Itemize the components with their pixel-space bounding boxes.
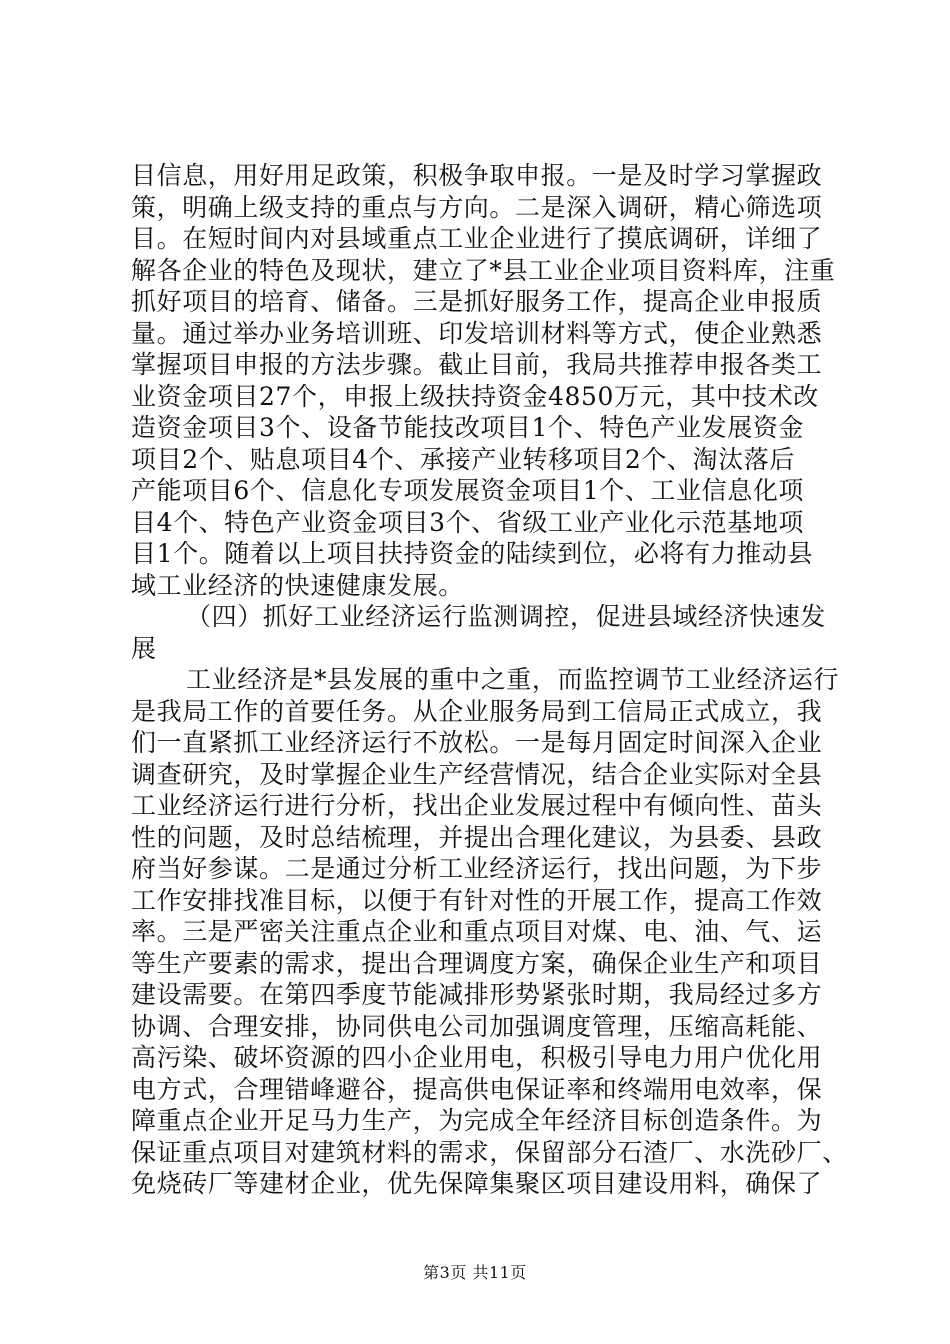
text-line: 保证重点项目对建筑材料的需求，保留部分石渣厂、水洗砂厂、 bbox=[131, 1137, 848, 1167]
text-line: 高污染、破坏资源的四小企业用电，积极引导电力用户优化用 bbox=[131, 1043, 823, 1072]
text-line: 电方式，合理错峰避谷，提高供电保证率和终端用电效率，保 bbox=[131, 1074, 823, 1104]
text-line: 工业经济是*县发展的重中之重，而监控调节工业经济运行 bbox=[186, 665, 840, 694]
text-line: 业资金项目27个，申报上级扶持资金4850万元，其中技术改 bbox=[131, 381, 819, 411]
text-line: 调查研究，及时掌握企业生产经营情况，结合企业实际对全县 bbox=[131, 759, 823, 789]
text-line: 抓好项目的培育、储备。三是抓好服务工作，提高企业申报质 bbox=[131, 287, 823, 316]
text-line: 解各企业的特色及现状，建立了*县工业企业项目资料库，注重 bbox=[131, 255, 836, 285]
text-line: 协调、合理安排，协同供电公司加强调度管理，压缩高耗能、 bbox=[131, 1011, 823, 1041]
text-line: 造资金项目3个、设备节能技改项目1个、特色产业发展资金 bbox=[131, 413, 805, 442]
text-line: 域工业经济的快速健康发展。 bbox=[131, 570, 464, 600]
text-line: 产能项目6个、信息化专项发展资金项目1个、工业信息化项 bbox=[131, 476, 805, 505]
text-line: 工作安排找准目标，以便于有针对性的开展工作，提高工作效 bbox=[131, 885, 823, 915]
text-line: 免烧砖厂等建材企业，优先保障集聚区项目建设用料，确保了 bbox=[131, 1169, 823, 1198]
text-line: 府当好参谋。二是通过分析工业经济运行，找出问题，为下步 bbox=[131, 854, 823, 883]
text-line: 项目2个、贴息项目4个、承接产业转移项目2个、淘汰落后 bbox=[131, 444, 795, 474]
text-line: 们一直紧抓工业经济运行不放松。一是每月固定时间深入企业 bbox=[131, 728, 823, 757]
section-heading: （四）抓好工业经济运行监测调控，促进县域经济快速发 bbox=[186, 602, 827, 631]
text-line: 量。通过举办业务培训班、印发培训材料等方式，使企业熟悉 bbox=[131, 318, 823, 348]
text-line: 目4个、特色产业资金项目3个、省级工业产业化示范基地项 bbox=[131, 507, 805, 537]
text-line: 策，明确上级支持的重点与方向。二是深入调研，精心筛选项 bbox=[131, 192, 823, 222]
text-line: 目1个。随着以上项目扶持资金的陆续到位，必将有力推动县 bbox=[131, 539, 814, 568]
text-line: 掌握项目申报的方法步骤。截止目前，我局共推荐申报各类工 bbox=[131, 350, 823, 379]
text-line: 率。三是严密关注重点企业和重点项目对煤、电、油、气、运 bbox=[131, 917, 823, 946]
text-line: 目信息，用好用足政策，积极争取申报。一是及时学习掌握政 bbox=[131, 161, 823, 190]
text-line: 性的问题，及时总结梳理，并提出合理化建议，为县委、县政 bbox=[131, 822, 823, 852]
text-line: 建设需要。在第四季度节能减排形势紧张时期，我局经过多方 bbox=[131, 980, 823, 1009]
page-number-footer: 第3页 共11页 bbox=[423, 1263, 527, 1282]
section-heading-continued: 展 bbox=[131, 633, 157, 663]
text-line: 目。在短时间内对县域重点工业企业进行了摸底调研，详细了 bbox=[131, 224, 823, 253]
text-line: 等生产要素的需求，提出合理调度方案，确保企业生产和项目 bbox=[131, 948, 823, 978]
body-text bbox=[131, 160, 848, 1200]
text-line: 是我局工作的首要任务。从企业服务局到工信局正式成立，我 bbox=[131, 696, 823, 726]
text-line: 工业经济运行进行分析，找出企业发展过程中有倾向性、苗头 bbox=[131, 791, 823, 820]
text-line: 障重点企业开足马力生产，为完成全年经济目标创造条件。为 bbox=[131, 1106, 823, 1135]
